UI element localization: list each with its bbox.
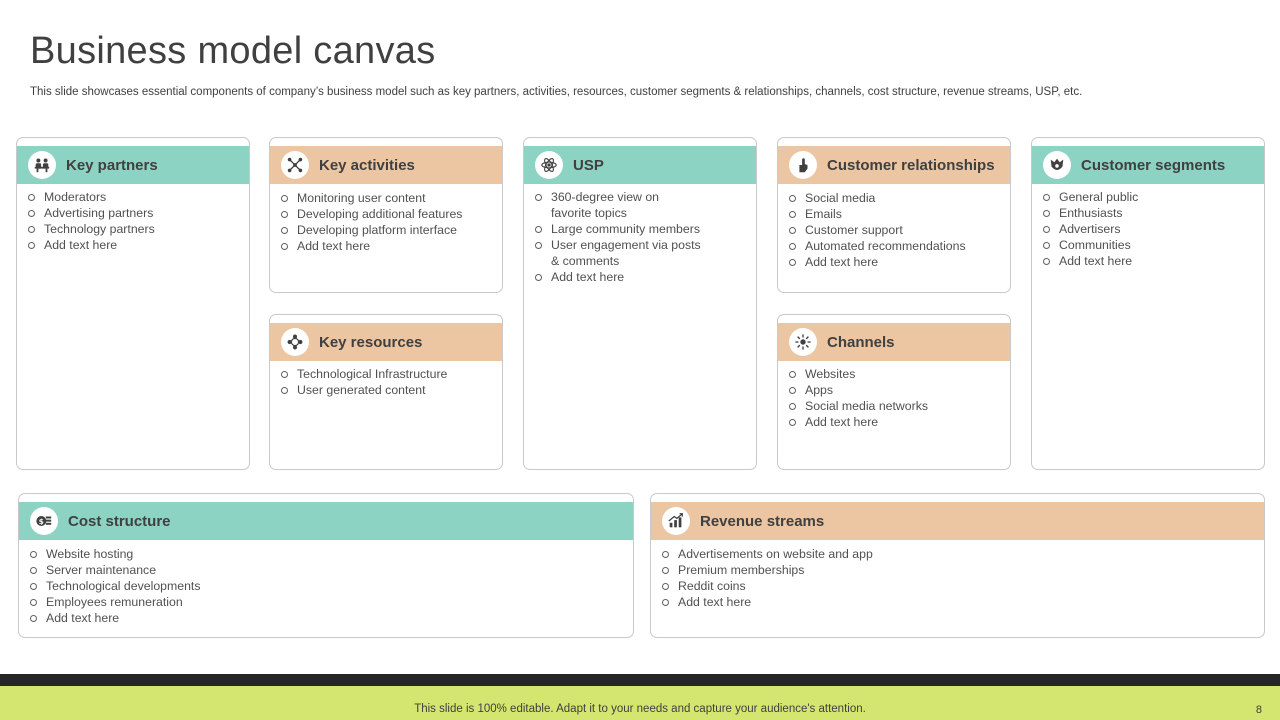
list-item: Advertisers [1042,221,1256,237]
bullet-list [788,190,1002,270]
card-title: Cost structure [68,512,171,530]
list-item: Monitoring user content [280,190,494,206]
list-item: Customer support [788,222,1002,238]
card-header [19,502,633,540]
card-title: Customer segments [1081,156,1226,174]
list-item: Server maintenance [29,562,625,578]
partners-icon [28,151,56,179]
bullet-list [1042,189,1256,269]
page-number: 8 [1255,704,1262,716]
list-item: Social media networks [788,398,1002,414]
footer-text: This slide is 100% editable. Adapt it to your needs and capture your audience's attention. [414,703,866,715]
card-key-resources [269,314,503,470]
card-usp [523,137,757,470]
bullet-list [788,366,1002,430]
list-item: Add text here [788,254,1002,270]
list-item: Premium memberships [661,562,1256,578]
bullet-list [534,189,748,285]
list-item: Emails [788,206,1002,222]
list-item: Advertising partners [27,205,241,221]
list-item: Add text here [280,238,494,254]
card-title: USP [573,156,604,174]
list-item: Automated recommendations [788,238,1002,254]
card-title: Channels [827,333,895,351]
list-item: Add text here [661,594,1256,610]
card-header [17,146,249,184]
list-item: Add text here [534,269,748,285]
card-customer-relationships [777,137,1011,293]
list-item: Add text here [788,414,1002,430]
bullet-list [280,190,494,254]
list-item: Website hosting [29,546,625,562]
svg-text:$: $ [38,516,44,526]
list-item: Apps [788,382,1002,398]
bullet-list [29,546,625,626]
card-header [778,323,1010,361]
list-item [534,189,748,221]
card-key-partners [16,137,250,470]
network-icon [281,151,309,179]
page-subtitle: This slide showcases essential components of company’s business model such as key partners, activities, resources, customer segments & relationships, channels, cost structure, revenue streams, USP, etc. [30,86,1083,98]
card-customer-segments [1031,137,1265,470]
list-item-line: User engagement via posts [551,238,701,252]
list-item: Enthusiasts [1042,205,1256,221]
bullet-list [27,189,241,253]
list-item: Add text here [27,237,241,253]
list-item: Technological developments [29,578,625,594]
card-title: Revenue streams [700,512,825,530]
list-item [534,237,748,269]
sun-hub-icon [789,328,817,356]
card-header [778,146,1010,184]
list-item: Developing additional features [280,206,494,222]
money-icon [30,507,58,535]
page-title: Business model canvas [30,30,436,72]
footer-divider [0,674,1280,686]
card-title: Key activities [319,156,415,174]
card-cost-structure [18,493,634,638]
card-title: Key partners [66,156,158,174]
list-item: Communities [1042,237,1256,253]
card-channels [777,314,1011,470]
list-item: Large community members [534,221,748,237]
target-head-icon [1043,151,1071,179]
atom-icon [535,151,563,179]
list-item: Technology partners [27,221,241,237]
list-item: Websites [788,366,1002,382]
list-item: Advertisements on website and app [661,546,1256,562]
resources-icon [281,328,309,356]
list-item: Technological Infrastructure [280,366,494,382]
list-item: Add text here [1042,253,1256,269]
list-item: General public [1042,189,1256,205]
list-item-line: & comments [551,254,620,268]
list-item: Moderators [27,189,241,205]
list-item: Developing platform interface [280,222,494,238]
card-key-activities [269,137,503,293]
card-header [270,323,502,361]
hand-icon [789,151,817,179]
card-revenue-streams [650,493,1265,638]
card-header [270,146,502,184]
card-header [651,502,1264,540]
bullet-list [280,366,494,398]
list-item: Social media [788,190,1002,206]
list-item: Employees remuneration [29,594,625,610]
card-header [524,146,756,184]
list-item: Add text here [29,610,625,626]
card-title: Key resources [319,333,423,351]
card-title: Customer relationships [827,156,995,174]
list-item-line: favorite topics [551,206,627,220]
list-item: Reddit coins [661,578,1256,594]
list-item: User generated content [280,382,494,398]
card-header [1032,146,1264,184]
growth-chart-icon [662,507,690,535]
list-item-line: 360-degree view on [551,190,660,204]
bullet-list [661,546,1256,610]
